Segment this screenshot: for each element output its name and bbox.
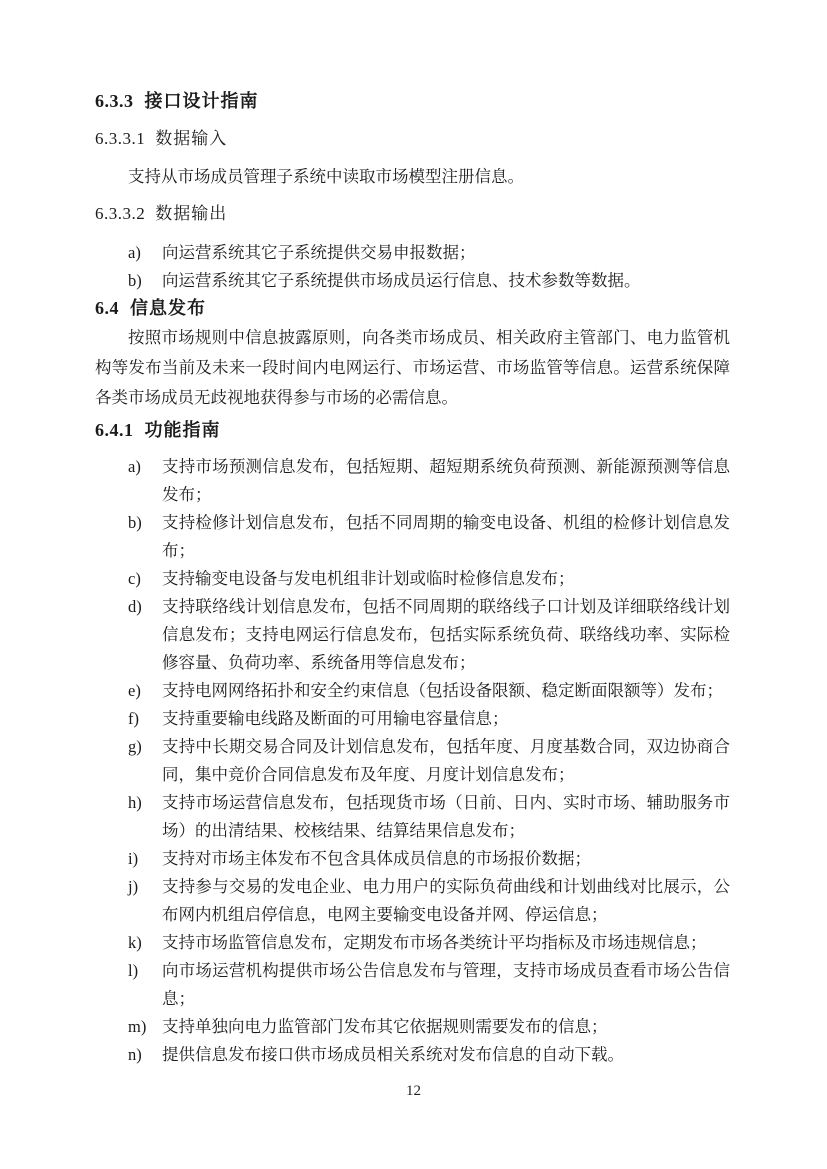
list-item-text: 向运营系统其它子系统提供交易申报数据；: [162, 243, 476, 262]
list-item: [128, 845, 730, 873]
page-number: 12: [406, 1083, 421, 1099]
heading-6-3-3: [95, 90, 730, 112]
data-output-list: [128, 239, 730, 295]
list-item-marker: m): [128, 1017, 147, 1036]
list-item-text: 支持市场运营信息发布，包括现货市场（日前、日内、实时市场、辅助服务市场）的出清结果、校核结果、结算结果信息发布；: [162, 793, 730, 840]
list-item: [128, 873, 730, 929]
list-item-marker: c): [128, 569, 141, 588]
heading-6-4-1: [95, 419, 730, 441]
function-guide-list: [128, 453, 730, 1069]
list-item-text: 支持输变电设备与发电机组非计划或临时检修信息发布；: [162, 569, 575, 588]
list-item-marker: l): [128, 961, 139, 980]
heading-title: 功能指南: [144, 420, 221, 440]
list-item: [128, 929, 730, 957]
list-item-marker: i): [128, 849, 139, 868]
list-item-marker: n): [128, 1045, 142, 1064]
heading-number: 6.3.3: [95, 91, 134, 111]
list-item-text: 提供信息发布接口供市场成员相关系统对发布信息的自动下载。: [162, 1045, 624, 1064]
list-item: [128, 1013, 730, 1041]
paragraph-info-publish: 按照市场规则中信息披露原则，向各类市场成员、相关政府主管部门、电力监管机构等发布当前及未来一段时间内电网运行、市场运营、市场监管等信息。运营系统保障各类市场成员无歧视地获得参与市场的必需信息。: [95, 328, 730, 407]
list-item-marker: b): [128, 271, 142, 290]
heading-number: 6.4: [95, 298, 119, 318]
list-item-text: 支持对市场主体发布不包含具体成员信息的市场报价数据；: [162, 849, 591, 868]
list-item: [128, 267, 730, 295]
heading-number: 6.3.3.2: [95, 204, 146, 223]
list-item: [128, 957, 730, 1013]
list-item: [128, 733, 730, 789]
list-item-marker: a): [128, 243, 141, 262]
list-item-marker: a): [128, 457, 141, 476]
list-item-marker: f): [128, 709, 139, 728]
list-item: [128, 789, 730, 845]
list-item-marker: k): [128, 933, 142, 952]
heading-title: 接口设计指南: [144, 91, 259, 111]
heading-title: 数据输入: [155, 129, 228, 148]
list-item-marker: h): [128, 793, 142, 812]
list-item: [128, 239, 730, 267]
list-item-text: 支持中长期交易合同及计划信息发布，包括年度、月度基数合同，双边协商合同，集中竞价合同信息发布及年度、月度计划信息发布；: [162, 737, 730, 784]
list-item-marker: d): [128, 597, 142, 616]
list-item-marker: e): [128, 681, 141, 700]
heading-6-4: [95, 297, 730, 319]
list-item-text: 向运营系统其它子系统提供市场成员运行信息、技术参数等数据。: [162, 271, 641, 290]
list-item: [128, 593, 730, 677]
list-item: [128, 509, 730, 565]
list-item-marker: b): [128, 513, 142, 532]
list-item-marker: j): [128, 877, 139, 896]
heading-number: 6.4.1: [95, 420, 134, 440]
heading-title: 数据输出: [155, 204, 228, 223]
list-item-text: 支持市场监管信息发布，定期发布市场各类统计平均指标及市场违规信息；: [162, 933, 707, 952]
list-item-text: 向市场运营机构提供市场公告信息发布与管理，支持市场成员查看市场公告信息；: [162, 961, 730, 1008]
list-item: [128, 565, 730, 593]
list-item: [128, 1041, 730, 1069]
list-item-marker: g): [128, 737, 142, 756]
heading-title: 信息发布: [130, 298, 206, 318]
heading-6-3-3-1: [95, 128, 730, 150]
list-item-text: 支持市场预测信息发布，包括短期、超短期系统负荷预测、新能源预测等信息发布；: [162, 457, 730, 504]
list-item: [128, 677, 730, 705]
list-item: [128, 705, 730, 733]
list-item-text: 支持检修计划信息发布，包括不同周期的输变电设备、机组的检修计划信息发布；: [162, 513, 730, 560]
heading-6-3-3-2: [95, 203, 730, 225]
list-item-text: 支持联络线计划信息发布，包括不同周期的联络线子口计划及详细联络线计划信息发布；支持电网运行信息发布，包括实际系统负荷、联络线功率、实际检修容量、负荷功率、系统备用等信息发布；: [162, 597, 730, 672]
list-item: [128, 453, 730, 509]
list-item-text: 支持单独向电力监管部门发布其它依据规则需要发布的信息；: [162, 1017, 608, 1036]
list-item-text: 支持重要输电线路及断面的可用输电容量信息；: [162, 709, 509, 728]
paragraph-data-input: 支持从市场成员管理子系统中读取市场模型注册信息。: [128, 167, 524, 186]
heading-number: 6.3.3.1: [95, 129, 146, 148]
list-item-text: 支持参与交易的发电企业、电力用户的实际负荷曲线和计划曲线对比展示，公布网内机组启停信息，电网主要输变电设备并网、停运信息；: [162, 877, 730, 924]
list-item-text: 支持电网网络拓扑和安全约束信息（包括设备限额、稳定断面限额等）发布；: [162, 681, 723, 700]
